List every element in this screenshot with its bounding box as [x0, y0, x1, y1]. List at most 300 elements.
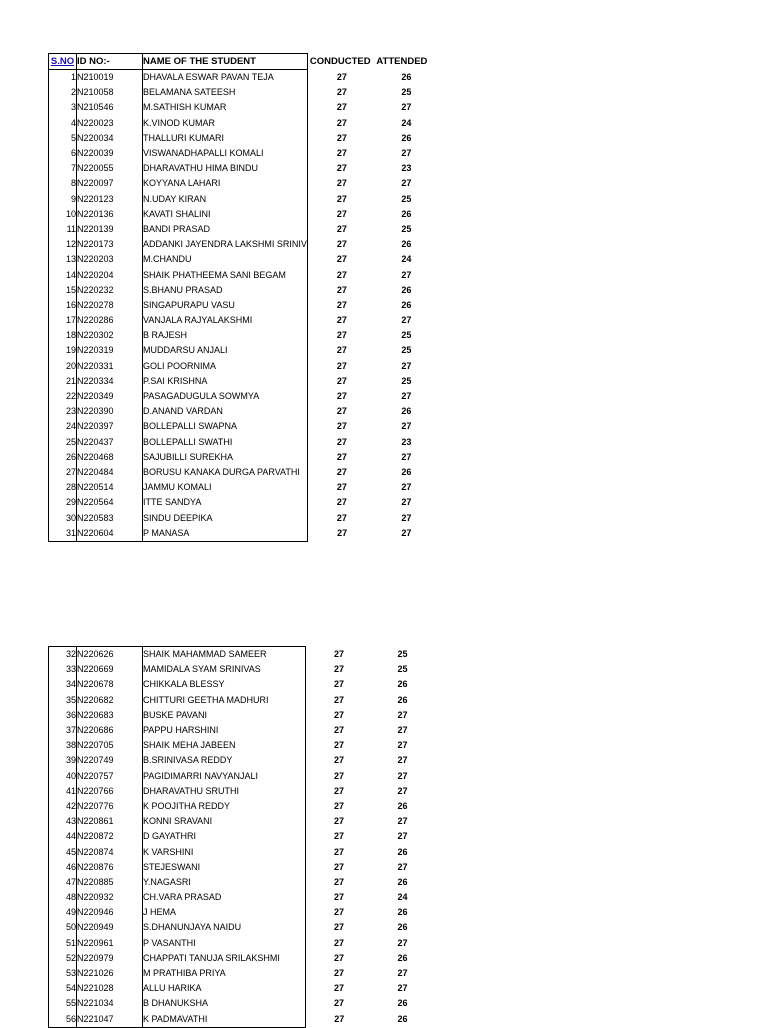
- cell-id: N220334: [77, 374, 143, 389]
- cell-conducted: 27: [333, 922, 344, 933]
- cell-id: N220039: [77, 146, 143, 161]
- cell-sno: 47: [49, 875, 77, 890]
- cell-sno: 4: [49, 116, 77, 131]
- cell-name: SHAIK MEHA JABEEN: [143, 738, 306, 753]
- cell-sno: 18: [49, 328, 77, 343]
- cell-sno: 48: [49, 890, 77, 905]
- table-row: [49, 100, 437, 115]
- cell-attended: 26: [397, 998, 408, 1009]
- cell-conducted: 27: [333, 709, 344, 720]
- cell-conducted: 27: [333, 785, 344, 796]
- cell-attended: 26: [401, 284, 412, 295]
- cell-name: BELAMANA SATEESH: [143, 85, 308, 100]
- table-row: [49, 359, 437, 374]
- table-row: [49, 647, 433, 663]
- cell-conducted: 27: [336, 208, 347, 219]
- cell-name: ALLU HARIKA: [143, 981, 306, 996]
- cell-sno: 14: [49, 267, 77, 282]
- cell-conducted: 27: [333, 876, 344, 887]
- cell-conducted: 27: [333, 952, 344, 963]
- cell-name: P VASANTHI: [143, 936, 306, 951]
- cell-conducted: 27: [336, 193, 347, 204]
- table-row: [49, 85, 437, 100]
- table-row: [49, 116, 437, 131]
- cell-attended: 26: [397, 846, 408, 857]
- cell-name: K VARSHINI: [143, 844, 306, 859]
- cell-id: N220136: [77, 207, 143, 222]
- table-row: [49, 450, 437, 465]
- cell-attended: 23: [401, 163, 412, 174]
- cell-id: N220757: [77, 769, 143, 784]
- cell-conducted: 27: [336, 330, 347, 341]
- table-row: [49, 419, 437, 434]
- cell-sno: 3: [49, 100, 77, 115]
- cell-conducted: 27: [333, 694, 344, 705]
- header-name: NAME OF THE STUDENT: [143, 54, 308, 70]
- cell-conducted: 27: [336, 360, 347, 371]
- cell-name: VISWANADHAPALLI KOMALI: [143, 146, 308, 161]
- cell-name: SAJUBILLI SUREKHA: [143, 450, 308, 465]
- attendance-table-1: [48, 53, 437, 542]
- cell-id: N220514: [77, 480, 143, 495]
- table-row: [49, 192, 437, 207]
- cell-sno: 2: [49, 85, 77, 100]
- cell-conducted: 27: [336, 239, 347, 250]
- table-row: [49, 526, 437, 542]
- cell-name: CH.VARA PRASAD: [143, 890, 306, 905]
- cell-name: K.VINOD KUMAR: [143, 116, 308, 131]
- cell-id: N220023: [77, 116, 143, 131]
- cell-conducted: 27: [336, 299, 347, 310]
- cell-sno: 28: [49, 480, 77, 495]
- cell-name: DHAVALA ESWAR PAVAN TEJA: [143, 70, 308, 86]
- cell-sno: 34: [49, 677, 77, 692]
- table-row: [49, 207, 437, 222]
- table-row: [49, 920, 433, 935]
- cell-sno: 53: [49, 966, 77, 981]
- cell-sno: 8: [49, 176, 77, 191]
- table-row: [49, 465, 437, 480]
- cell-conducted: 27: [333, 664, 344, 675]
- cell-name: GOLI POORNIMA: [143, 359, 308, 374]
- cell-conducted: 27: [333, 892, 344, 903]
- cell-conducted: 27: [336, 178, 347, 189]
- cell-attended: 27: [397, 968, 408, 979]
- table-row: [49, 966, 433, 981]
- table-row: [49, 146, 437, 161]
- cell-attended: 27: [397, 709, 408, 720]
- cell-conducted: 27: [333, 861, 344, 872]
- cell-name: P MANASA: [143, 526, 308, 542]
- cell-name: BORUSU KANAKA DURGA PARVATHI: [143, 465, 308, 480]
- cell-sno: 33: [49, 662, 77, 677]
- cell-id: N220034: [77, 131, 143, 146]
- cell-name: PAPPU HARSHINI: [143, 723, 306, 738]
- table-row: [49, 981, 433, 996]
- cell-name: M.SATHISH KUMAR: [143, 100, 308, 115]
- table-row: [49, 753, 433, 768]
- cell-attended: 26: [397, 876, 408, 887]
- cell-conducted: 27: [333, 983, 344, 994]
- cell-id: N220626: [77, 647, 143, 663]
- cell-sno: 44: [49, 829, 77, 844]
- cell-conducted: 27: [333, 740, 344, 751]
- table-row: [49, 723, 433, 738]
- cell-id: N221034: [77, 996, 143, 1011]
- cell-attended: 27: [401, 451, 412, 462]
- table-row: [49, 708, 433, 723]
- cell-attended: 27: [401, 148, 412, 159]
- cell-conducted: 27: [336, 223, 347, 234]
- cell-attended: 26: [397, 800, 408, 811]
- cell-attended: 25: [401, 375, 412, 386]
- cell-name: P.SAI KRISHNA: [143, 374, 308, 389]
- table-row: [49, 495, 437, 510]
- cell-attended: 26: [397, 952, 408, 963]
- cell-conducted: 27: [333, 937, 344, 948]
- cell-id: N220946: [77, 905, 143, 920]
- table-row: [49, 890, 433, 905]
- cell-conducted: 27: [336, 315, 347, 326]
- cell-sno: 15: [49, 283, 77, 298]
- cell-conducted: 27: [333, 998, 344, 1009]
- cell-sno: 42: [49, 799, 77, 814]
- cell-name: ITTE SANDYA: [143, 495, 308, 510]
- cell-sno: 21: [49, 374, 77, 389]
- cell-attended: 26: [397, 694, 408, 705]
- cell-conducted: 27: [336, 466, 347, 477]
- cell-sno: 29: [49, 495, 77, 510]
- cell-attended: 25: [401, 330, 412, 341]
- table-row: [49, 343, 437, 358]
- table-row: [49, 222, 437, 237]
- cell-name: CHAPPATI TANUJA SRILAKSHMI: [143, 951, 306, 966]
- cell-name: DHARAVATHU SRUTHI: [143, 784, 306, 799]
- cell-sno: 16: [49, 298, 77, 313]
- table-row: [49, 328, 437, 343]
- cell-conducted: 27: [336, 451, 347, 462]
- cell-id: N220669: [77, 662, 143, 677]
- cell-attended: 27: [401, 391, 412, 402]
- table-row: [49, 131, 437, 146]
- cell-conducted: 27: [333, 770, 344, 781]
- cell-name: B DHANUKSHA: [143, 996, 306, 1011]
- cell-attended: 27: [397, 755, 408, 766]
- cell-sno: 6: [49, 146, 77, 161]
- cell-id: N220139: [77, 222, 143, 237]
- cell-id: N220564: [77, 495, 143, 510]
- cell-id: N220349: [77, 389, 143, 404]
- table-row: [49, 951, 433, 966]
- cell-conducted: 27: [333, 755, 344, 766]
- cell-id: N220876: [77, 860, 143, 875]
- cell-sno: 23: [49, 404, 77, 419]
- cell-name: MAMIDALA SYAM SRINIVAS: [143, 662, 306, 677]
- cell-name: SHAIK MAHAMMAD SAMEER: [143, 647, 306, 663]
- table-row: [49, 738, 433, 753]
- cell-id: N220776: [77, 799, 143, 814]
- cell-attended: 26: [401, 299, 412, 310]
- cell-name: STEJESWANI: [143, 860, 306, 875]
- cell-sno: 1: [49, 70, 77, 86]
- cell-name: M.CHANDU: [143, 252, 308, 267]
- cell-name: BOLLEPALLI SWATHI: [143, 435, 308, 450]
- table-row: [49, 435, 437, 450]
- table-row: [49, 283, 437, 298]
- cell-id: N220123: [77, 192, 143, 207]
- table-row: [49, 784, 433, 799]
- cell-attended: 27: [397, 937, 408, 948]
- table-row: [49, 404, 437, 419]
- cell-sno: 10: [49, 207, 77, 222]
- cell-attended: 26: [401, 466, 412, 477]
- table-row: [49, 176, 437, 191]
- cell-conducted: 27: [336, 345, 347, 356]
- table-row: [49, 374, 437, 389]
- table-header-row: [49, 54, 437, 70]
- cell-conducted: 27: [333, 800, 344, 811]
- cell-sno: 24: [49, 419, 77, 434]
- cell-name: SINDU DEEPIKA: [143, 510, 308, 525]
- table-row: [49, 1012, 433, 1028]
- table-row: [49, 875, 433, 890]
- cell-conducted: 27: [333, 907, 344, 918]
- cell-name: Y.NAGASRI: [143, 875, 306, 890]
- cell-attended: 27: [401, 497, 412, 508]
- cell-id: N220604: [77, 526, 143, 542]
- cell-id: N210058: [77, 85, 143, 100]
- cell-id: N220203: [77, 252, 143, 267]
- cell-id: N220468: [77, 450, 143, 465]
- table-row: [49, 267, 437, 282]
- cell-attended: 27: [401, 482, 412, 493]
- cell-id: N220397: [77, 419, 143, 434]
- cell-name: THALLURI KUMARI: [143, 131, 308, 146]
- cell-sno: 50: [49, 920, 77, 935]
- cell-name: BOLLEPALLI SWAPNA: [143, 419, 308, 434]
- cell-attended: 24: [401, 117, 412, 128]
- cell-sno: 41: [49, 784, 77, 799]
- cell-id: N220979: [77, 951, 143, 966]
- cell-sno: 5: [49, 131, 77, 146]
- cell-sno: 45: [49, 844, 77, 859]
- cell-conducted: 27: [336, 71, 347, 82]
- cell-sno: 12: [49, 237, 77, 252]
- cell-id: N220232: [77, 283, 143, 298]
- cell-conducted: 27: [336, 284, 347, 295]
- cell-name: S.DHANUNJAYA NAIDU: [143, 920, 306, 935]
- cell-attended: 26: [401, 132, 412, 143]
- cell-attended: 27: [401, 527, 412, 538]
- cell-attended: 25: [401, 223, 412, 234]
- cell-id: N210546: [77, 100, 143, 115]
- cell-sno: 22: [49, 389, 77, 404]
- cell-sno: 31: [49, 526, 77, 542]
- cell-conducted: 27: [333, 725, 344, 736]
- cell-attended: 27: [401, 360, 412, 371]
- cell-sno: 32: [49, 647, 77, 663]
- cell-name: BUSKE PAVANI: [143, 708, 306, 723]
- cell-id: N220055: [77, 161, 143, 176]
- cell-id: N221026: [77, 966, 143, 981]
- cell-id: N220484: [77, 465, 143, 480]
- cell-conducted: 27: [333, 816, 344, 827]
- cell-id: N220874: [77, 844, 143, 859]
- cell-sno: 40: [49, 769, 77, 784]
- cell-id: N220302: [77, 328, 143, 343]
- cell-sno: 36: [49, 708, 77, 723]
- cell-sno: 51: [49, 936, 77, 951]
- cell-attended: 27: [397, 770, 408, 781]
- cell-name: MUDDARSU ANJALI: [143, 343, 308, 358]
- cell-name: KONNI SRAVANI: [143, 814, 306, 829]
- table-row: [49, 161, 437, 176]
- cell-conducted: 27: [336, 421, 347, 432]
- cell-conducted: 27: [333, 648, 344, 659]
- cell-attended: 27: [401, 178, 412, 189]
- cell-attended: 27: [401, 315, 412, 326]
- cell-sno: 26: [49, 450, 77, 465]
- cell-id: N220705: [77, 738, 143, 753]
- cell-conducted: 27: [336, 163, 347, 174]
- table-row: [49, 769, 433, 784]
- table-row: [49, 389, 437, 404]
- cell-conducted: 27: [333, 968, 344, 979]
- cell-conducted: 27: [337, 527, 348, 538]
- cell-name: DHARAVATHU HIMA BINDU: [143, 161, 308, 176]
- cell-sno: 7: [49, 161, 77, 176]
- cell-attended: 27: [397, 785, 408, 796]
- cell-attended: 27: [397, 725, 408, 736]
- cell-attended: 25: [401, 87, 412, 98]
- cell-attended: 27: [397, 740, 408, 751]
- cell-attended: 27: [397, 831, 408, 842]
- cell-id: N220390: [77, 404, 143, 419]
- table-row: [49, 313, 437, 328]
- cell-attended: 27: [401, 512, 412, 523]
- cell-conducted: 27: [336, 148, 347, 159]
- cell-name: D GAYATHRI: [143, 829, 306, 844]
- cell-name: CHIKKALA BLESSY: [143, 677, 306, 692]
- cell-attended: 24: [397, 892, 408, 903]
- cell-name: CHITTURI GEETHA MADHURI: [143, 693, 306, 708]
- table-row: [49, 936, 433, 951]
- cell-sno: 55: [49, 996, 77, 1011]
- header-sno-link[interactable]: S.NO: [49, 54, 77, 70]
- cell-conducted: 27: [336, 269, 347, 280]
- table-row: [49, 814, 433, 829]
- table-row: [49, 905, 433, 920]
- cell-id: N220749: [77, 753, 143, 768]
- table-row: [49, 237, 437, 252]
- cell-name: SINGAPURAPU VASU: [143, 298, 308, 313]
- cell-conducted: 27: [333, 846, 344, 857]
- cell-attended: 27: [397, 816, 408, 827]
- cell-sno: 25: [49, 435, 77, 450]
- cell-conducted: 27: [334, 1013, 345, 1024]
- cell-sno: 43: [49, 814, 77, 829]
- cell-conducted: 27: [333, 831, 344, 842]
- cell-sno: 9: [49, 192, 77, 207]
- cell-name: PASAGADUGULA SOWMYA: [143, 389, 308, 404]
- cell-id: N220949: [77, 920, 143, 935]
- cell-conducted: 27: [336, 482, 347, 493]
- table-row: [49, 799, 433, 814]
- cell-id: N220885: [77, 875, 143, 890]
- cell-name: D.ANAND VARDAN: [143, 404, 308, 419]
- cell-conducted: 27: [336, 406, 347, 417]
- cell-id: N220678: [77, 677, 143, 692]
- cell-sno: 54: [49, 981, 77, 996]
- table-row: [49, 829, 433, 844]
- cell-id: N220286: [77, 313, 143, 328]
- cell-id: N220766: [77, 784, 143, 799]
- table-row: [49, 693, 433, 708]
- cell-name: M PRATHIBA PRIYA: [143, 966, 306, 981]
- table-row: [49, 70, 437, 86]
- cell-attended: 25: [401, 193, 412, 204]
- cell-name: K POOJITHA REDDY: [143, 799, 306, 814]
- table-row: [49, 252, 437, 267]
- cell-sno: 49: [49, 905, 77, 920]
- attendance-table-2: [48, 646, 433, 1028]
- cell-conducted: 27: [333, 679, 344, 690]
- table-row: [49, 844, 433, 859]
- cell-conducted: 27: [336, 87, 347, 98]
- cell-id: N221047: [77, 1012, 143, 1028]
- cell-name: B.SRINIVASA REDDY: [143, 753, 306, 768]
- cell-conducted: 27: [336, 512, 347, 523]
- header-id: ID NO:-: [77, 54, 143, 70]
- cell-name: KAVATI SHALINI: [143, 207, 308, 222]
- cell-sno: 52: [49, 951, 77, 966]
- cell-sno: 35: [49, 693, 77, 708]
- cell-id: N220097: [77, 176, 143, 191]
- cell-name: JAMMU KOMALI: [143, 480, 308, 495]
- cell-sno: 37: [49, 723, 77, 738]
- cell-sno: 20: [49, 359, 77, 374]
- cell-id: N220583: [77, 510, 143, 525]
- cell-id: N220278: [77, 298, 143, 313]
- cell-id: N220319: [77, 343, 143, 358]
- cell-attended: 26: [401, 239, 412, 250]
- cell-attended: 27: [401, 421, 412, 432]
- cell-attended: 25: [401, 345, 412, 356]
- cell-attended: 26: [397, 1013, 408, 1024]
- cell-name: S.BHANU PRASAD: [143, 283, 308, 298]
- cell-attended: 26: [397, 922, 408, 933]
- cell-id: N220173: [77, 237, 143, 252]
- cell-id: N220872: [77, 829, 143, 844]
- cell-name: J HEMA: [143, 905, 306, 920]
- cell-sno: 19: [49, 343, 77, 358]
- cell-sno: 27: [49, 465, 77, 480]
- table-row: [49, 510, 437, 525]
- cell-attended: 27: [401, 269, 412, 280]
- cell-name: ADDANKI JAYENDRA LAKSHMI SRINIV: [143, 237, 308, 252]
- cell-attended: 26: [397, 679, 408, 690]
- cell-name: PAGIDIMARRI NAVYANJALI: [143, 769, 306, 784]
- cell-conducted: 27: [336, 436, 347, 447]
- cell-conducted: 27: [336, 132, 347, 143]
- cell-name: B RAJESH: [143, 328, 308, 343]
- cell-name: KOYYANA LAHARI: [143, 176, 308, 191]
- cell-id: N220932: [77, 890, 143, 905]
- cell-attended: 25: [397, 664, 408, 675]
- cell-id: N220204: [77, 267, 143, 282]
- cell-id: N220437: [77, 435, 143, 450]
- table-row: [49, 662, 433, 677]
